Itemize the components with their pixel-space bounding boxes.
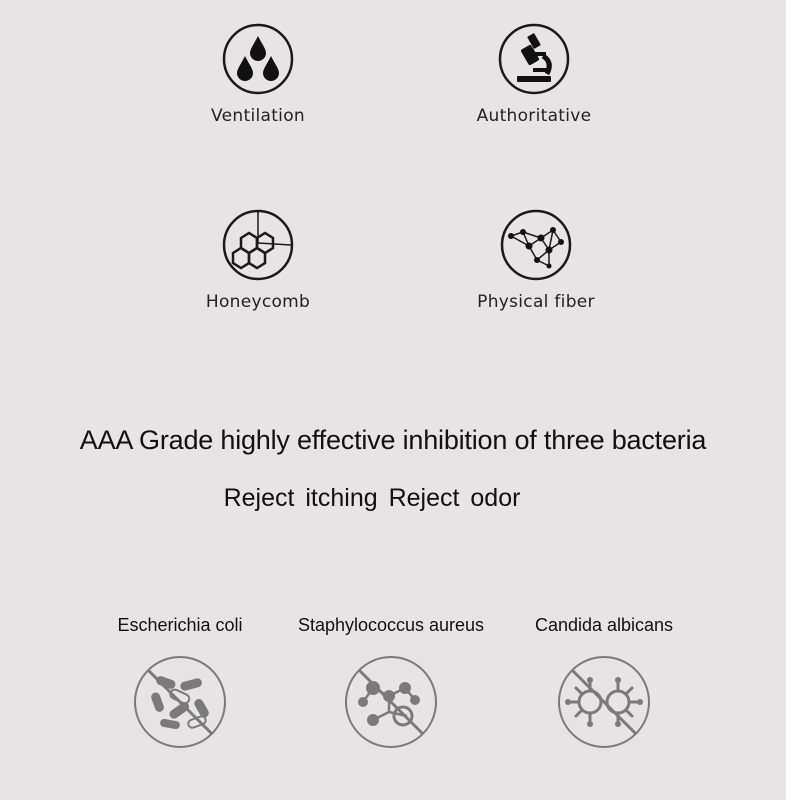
bacteria-staphylococcus-aureus (276, 615, 506, 750)
feature-ventilation (158, 22, 358, 126)
bacteria-escherichia-coli (65, 615, 295, 750)
honeycomb-icon (221, 208, 295, 282)
feature-authoritative (434, 22, 634, 126)
subline: Reject itching Reject odor (223, 484, 521, 512)
bacteria-name: Staphylococcus aureus (297, 615, 485, 635)
bacteria-name: Escherichia coli (117, 615, 243, 635)
staphylococcus-crossed-icon (343, 654, 439, 750)
feature-physical-fiber (436, 208, 636, 312)
microscope-icon (497, 22, 571, 96)
feature-label: Authoritative (476, 106, 592, 126)
water-drops-icon (221, 22, 295, 96)
e-coli-crossed-icon (132, 654, 228, 750)
feature-label: Physical fiber (477, 292, 595, 312)
feature-label: Ventilation (211, 106, 305, 126)
headline: AAA Grade highly effective inhibition of three bacteria (79, 425, 707, 455)
feature-honeycomb (158, 208, 358, 312)
bacteria-name: Candida albicans (534, 615, 674, 635)
bacteria-candida-albicans (489, 615, 719, 750)
candida-crossed-icon (556, 654, 652, 750)
fiber-network-icon (499, 208, 573, 282)
feature-label: Honeycomb (205, 292, 311, 312)
